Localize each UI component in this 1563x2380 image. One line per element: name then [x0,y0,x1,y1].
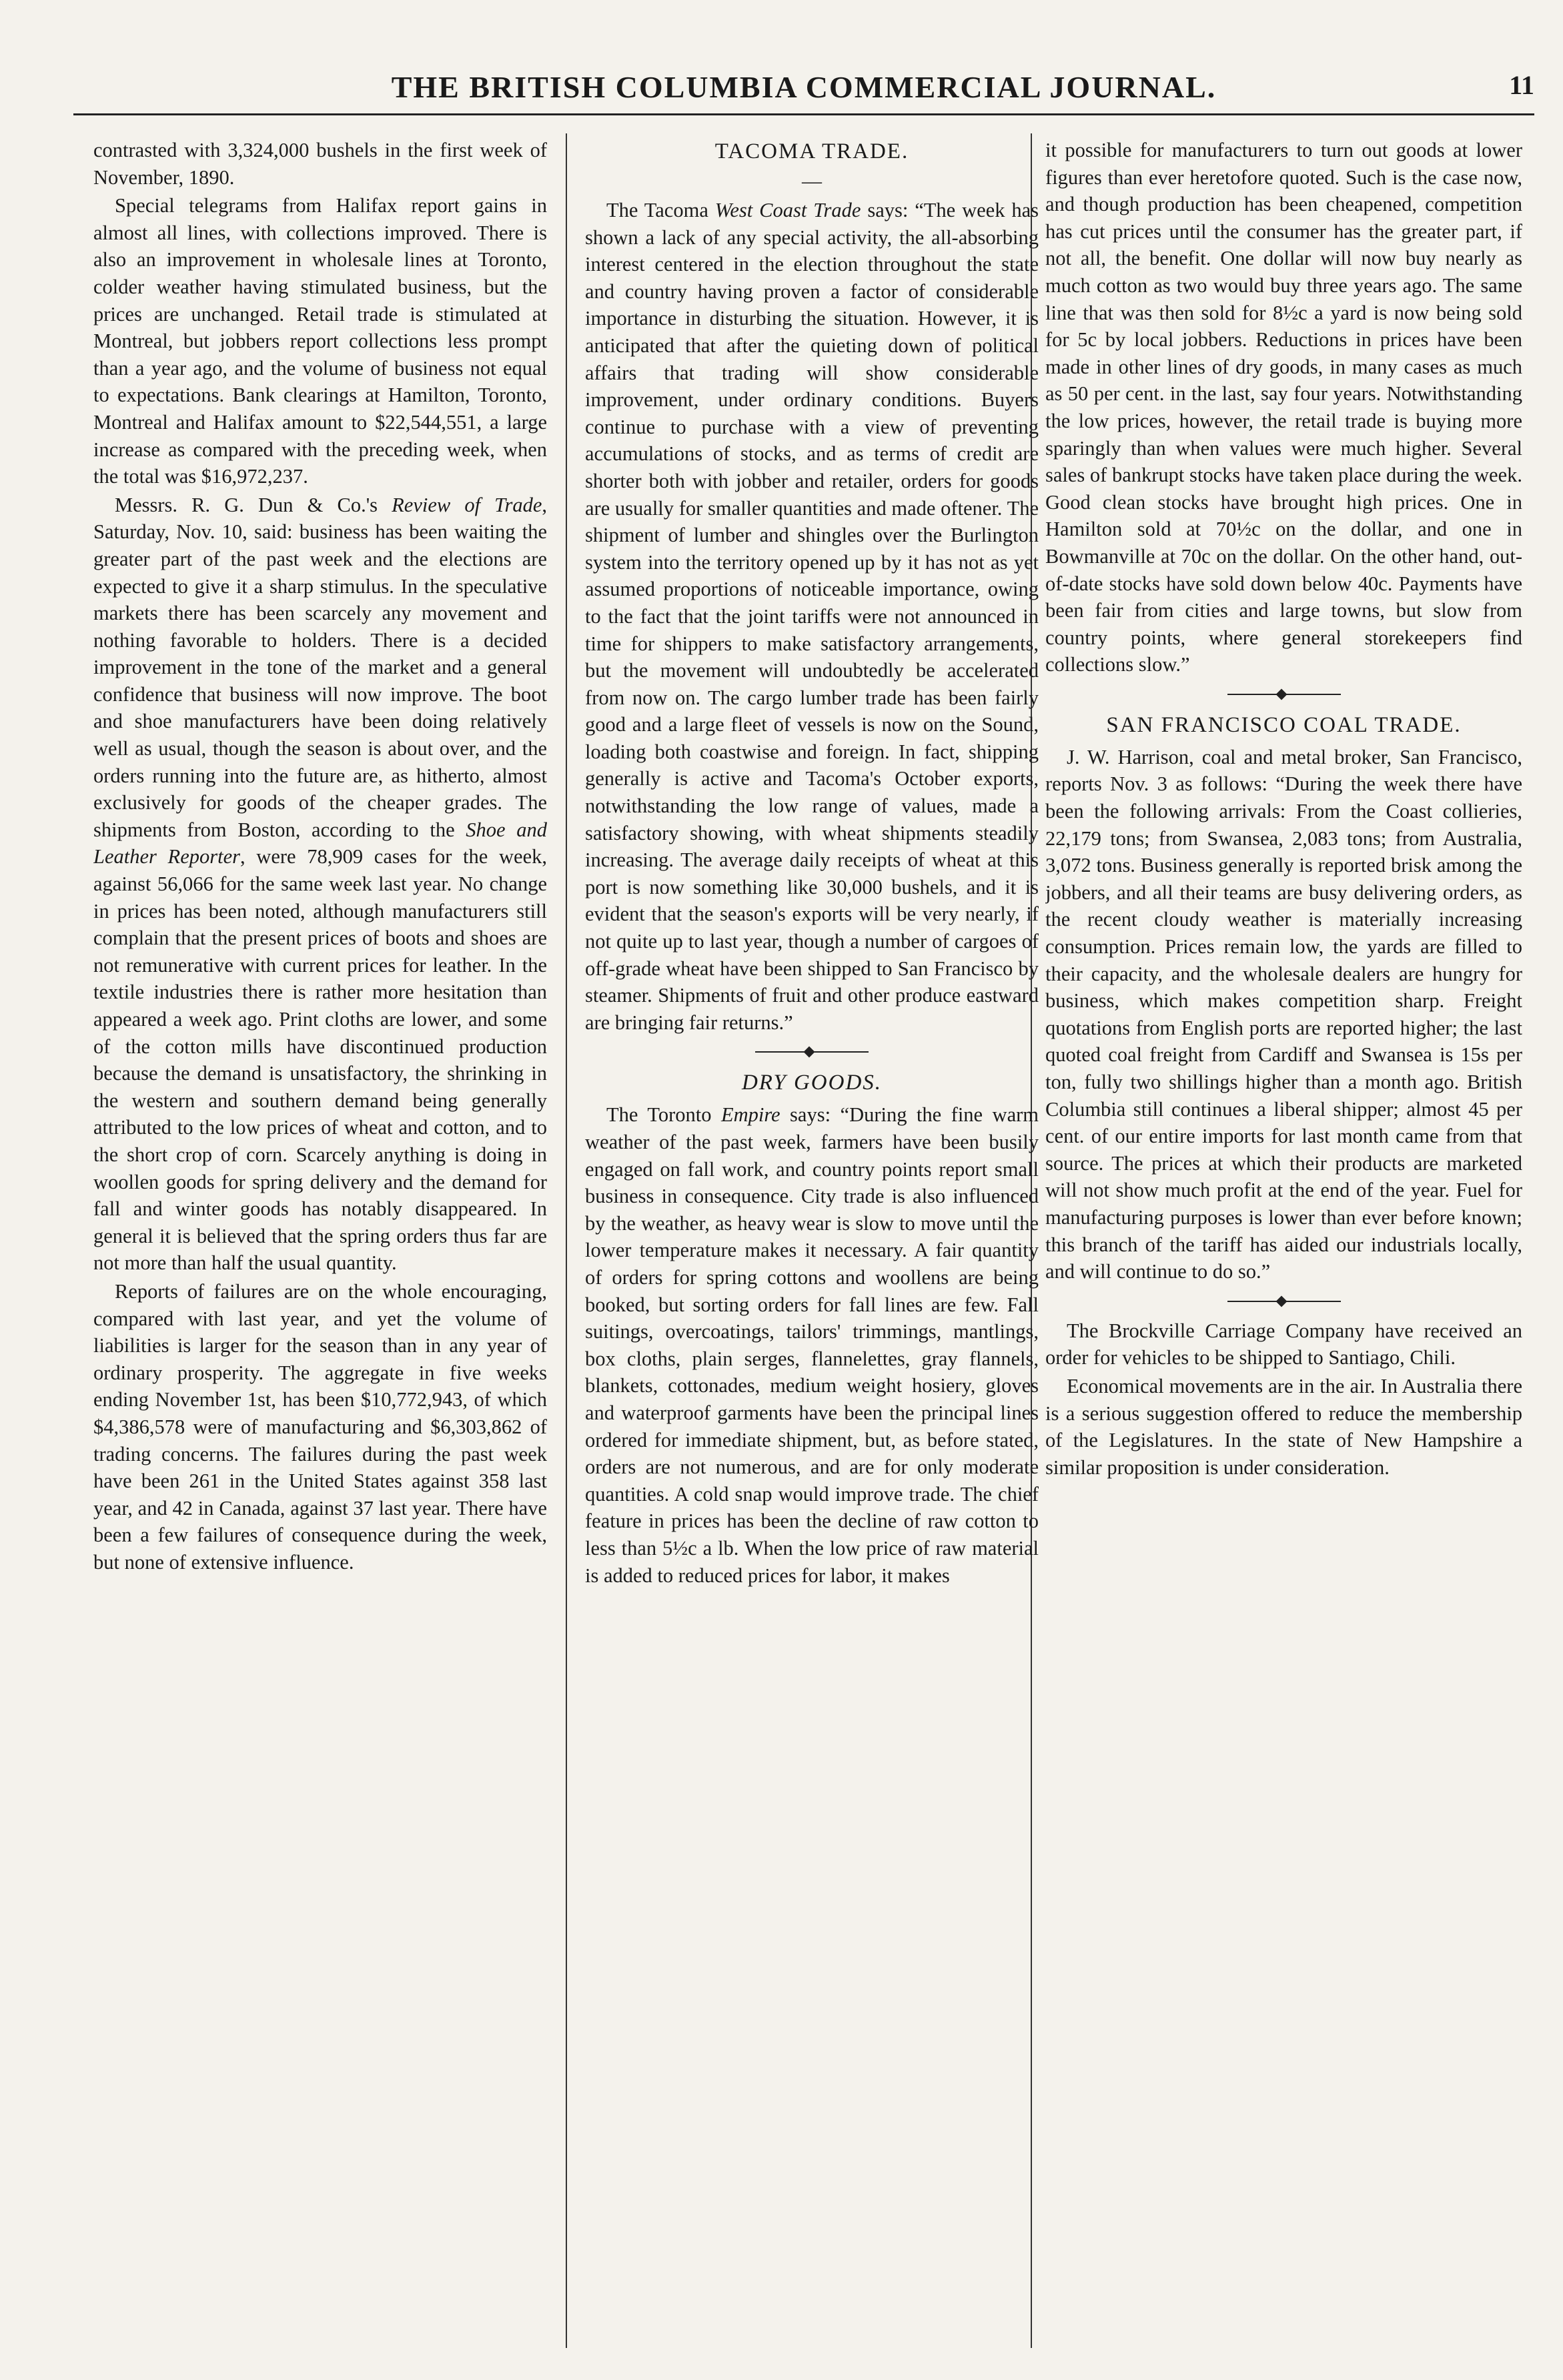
text-run: , were 78,909 cases for the week, against 56,066 for the same week last year. No change in prices has been noted, although manufacturers still complain that the present prices of boots and shoes are not remunerative with current prices for leather. In the textile industries there is rather more hesitation than appeared a week ago. Print cloths are lower, and some of the cotton mills have discontinued production because the demand is unsatisfactory, the shrinking in the western and southern demand being generally attributed to the low prices of wheat and cotton, and to the short crop of corn. Scarcely anything is doing in woollen goods for spring delivery and the demand for fall and winter goods has notably disappeared. In general it is believed that the spring orders thus far are not more than half the usual quantity. [93,845,547,1275]
publication-name: Shoe and Leather Reporter [93,818,547,868]
article-paragraph: it possible for manufacturers to turn out goods at lower figures than ever heretofore quoted. Such is the case now, and though production has been cheapened, competition has cut prices until the consumer has the greater part, if not all, the benefit. One dollar will now buy nearly as much cotton as two would buy three years ago. The same line that was then sold for 8½c a yard is now being sold for 5c by local jobbers. Reductions in prices have been made in other lines of dry goods, in many cases as much as 50 per cent. in the last, say four years. Notwithstanding the low prices, however, the retail trade is buying more sparingly than when values were much higher. Several sales of bankrupt stocks have taken place during the week. Good clean stocks have brought high prices. One in Hamilton sold at 70½c on the dollar, and one in Bowmanville at 70c on the dollar. On the other hand, out-of-date stocks have sold down below 40c. Payments have been fair from cities and large towns, but slow from country points, where general storekeepers find collections slow.” [1045,139,1522,676]
column-2 [585,137,1039,1590]
page-number: 11 [1509,70,1534,100]
article-paragraph: Special telegrams from Halifax report gains in almost all lines, with collections improved. There is also an improvement in wholesale lines at Toronto, colder weather having stimulated business, but the prices are unchanged. Retail trade is stimulated at Montreal, but jobbers report collections less prompt than a year ago, and the volume of business not equal to expectations. Bank clearings at Hamilton, Toronto, Montreal and Halifax amount to $22,544,551, a large increase as compared with the preceding week, when the total was $16,972,237. [93,194,547,488]
text-run: , Saturday, Nov. 10, said: business has been waiting the greater part of the past week and the elections are expected to give it a sharp stimulus. In the speculative markets there has been scarcely any movement and nothing favorable to holders. There is a decided improvement in the tone of the market and a general confidence that business will now improve. The boot and shoe manufacturers have been doing relatively well as usual, though the season is about over, and the orders running into the future are, as hitherto, almost exclusively for goods of the cheaper grades. The shipments from Boston, according to the [93,493,547,841]
text-run: says: “During the fine warm weather of the past week, farmers have been busily engaged on fall work, and country points report small business in consequence. City trade is also influenced by the weather, as heavy wear is slow to move until the lower temperature makes it necessary. A fair quantity of orders for spring cottons and woollens are being booked, but sorting orders for fall lines are few. Fall suitings, overcoatings, tailors' trimmings, mantlings, box cloths, plain serges, flannelettes, gray flannels, blankets, cottonades, medium weight hosiery, gloves and waterproof garments have been the principal lines ordered for immediate shipment, but, as before stated, orders are not numerous, and are for only moderate quantities. A cold snap would improve trade. The chief feature in prices has been the decline of raw cotton to less than 5½c a lb. When the low price of raw material is added to reduced prices for labor, it makes [585,1103,1039,1587]
article-paragraph: J. W. Harrison, coal and metal broker, San Francisco, reports Nov. 3 as follows: “During the week there have been the following arrivals: From the Coast collieries, 22,179 tons; from Swansea, 2,083 tons; from Australia, 3,072 tons. Business generally is reported brisk among the jobbers, and all their teams are busy delivering orders, as the recent cloudy weather is materially increasing consumption. Prices remain low, the yards are filled to their capacity, and the wholesale dealers are hungry for business, which makes competition sharp. Freight quotations from English ports are reported higher; the last quoted coal freight from Cardiff and Swansea is 15s per ton, fully two shillings higher than a month ago. British Columbia still continues a liberal shipper; almost 45 per cent. of our entire imports for last month came from that source. The prices at which their products are marketed will not show much profit at the end of the year. Fuel for manufacturing purposes is lower than ever before known; this branch of the tariff has aided our industrials locally, and will continue to do so.” [1045,745,1522,1283]
text-run: The Toronto [606,1103,721,1127]
publication-name: West Coast Trade [714,199,861,221]
article-paragraph [585,197,1039,1036]
text-run: The Tacoma [606,199,715,221]
heading-dash: — [802,170,822,192]
column-rule-left [566,133,567,2348]
text-run: Messrs. R. G. Dun & Co.'s [115,493,392,516]
article-paragraph: contrasted with 3,324,000 bushels in the first week of November, 1890. [93,139,547,189]
article-paragraph: Economical movements are in the air. In Australia there is a serious suggestion offered to reduce the membership of the Legislatures. In the state of New Hampshire a similar proposition is under consideration. [1045,1374,1522,1479]
publication-name: Empire [720,1103,780,1127]
masthead-title: THE BRITISH COLUMBIA COMMERCIAL JOURNAL. [391,70,1217,104]
column-1 [93,137,547,1577]
section-heading-dry-goods [585,1068,1039,1097]
article-paragraph: Reports of failures are on the whole encouraging, compared with last year, and yet the volume of liabilities is larger for the season than in any year of ordinary prosperity. The aggregate in five weeks ending November 1st, has been $10,772,943, of which $4,386,578 were of manufacturing and $6,303,862 of trading concerns. The failures during the past week have been 261 in the United States against 358 last year, and 42 in Canada, against 37 last year. There have been a few failures of consequence during the week, but none of extensive influence. [93,1279,547,1574]
article-paragraph [585,1101,1039,1589]
page-header [73,67,1534,115]
text-run: says: “The week has shown a lack of any special activity, the all-absorbing interest centered in the election throughout the state and country having proven a factor of considerable importance in disturbing the situation. However, it is anticipated that after the quieting down of political affairs that trading will show considerable improvement, under ordinary conditions. Buyers continue to purchase with a view of preventing accumulations of stocks, and as terms of credit are shorter both with jobber and retailer, orders for goods are usually for smaller quantities and made oftener. The shipment of lumber and shingles over the Burlington system into the territory opened up by it has not as yet assumed proportions of noticeable importance, owing to the fact that the joint tariffs were not announced in time for shippers to make satisfactory arrangements, but the movement will undoubtedly be accelerated from now on. The cargo lumber trade has been fairly good and a large fleet of vessels is now on the Sound, loading both coastwise and foreign. In fact, shipping generally is active and Tacoma's October exports, notwithstanding the low range of values, made a satisfactory showing, with wheat shipments steadily increasing. The average daily receipts of wheat at this port is now something like 30,000 bushels, and it is evident that the season's exports will be very nearly, if not quite up to last year, though a number of cargoes of off-grade wheat have been shipped to San Francisco by steamer. Shipments of fruit and other produce eastward are bringing fair returns.” [585,199,1039,1034]
article-paragraph [93,492,547,1277]
section-separator [1227,690,1341,698]
section-heading-tacoma: TACOMA TRADE. [714,139,909,163]
article-paragraph: The Brockville Carriage Company have received an order for vehicles to be shipped to Santiago, Chili. [1045,1319,1522,1369]
section-heading-coal-trade: SAN FRANCISCO COAL TRADE. [1106,712,1462,737]
publication-name: Review of Trade [392,493,542,516]
heading-text: DRY GOODS. [741,1071,883,1095]
section-separator [755,1048,869,1056]
section-separator [1227,1297,1341,1305]
column-3 [1045,137,1522,1482]
